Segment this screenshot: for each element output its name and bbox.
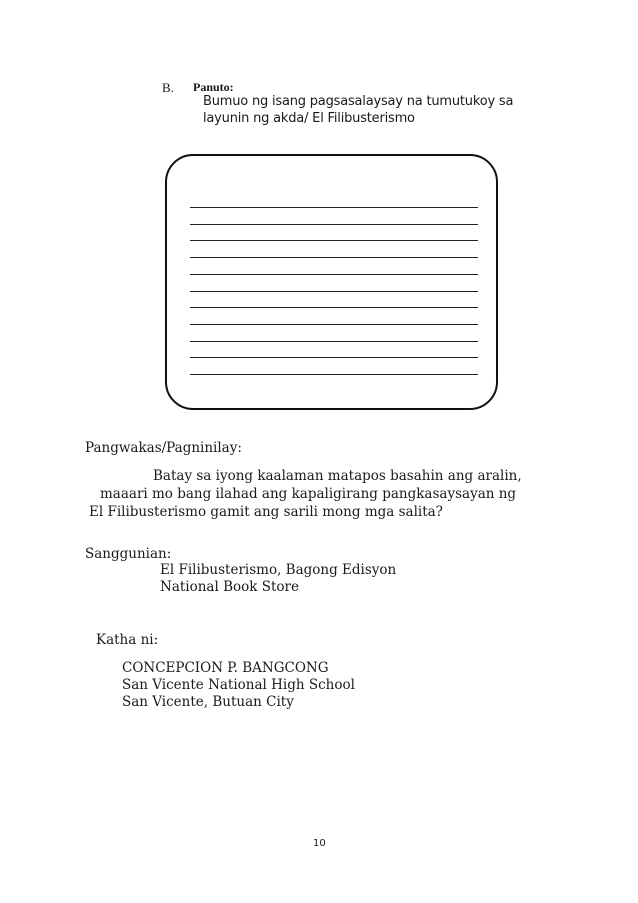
- writing-line: [190, 374, 478, 375]
- author-name: CONCEPCION P. BANGCONG: [122, 660, 329, 676]
- reflection-line-3: El Filibusterismo gamit ang sarili mong mga salita?: [89, 504, 443, 520]
- writing-line: [190, 240, 478, 241]
- reflection-line-2: maaari mo bang ilahad ang kapaligirang pangkasaysayan ng: [100, 486, 517, 502]
- writing-line: [190, 207, 478, 208]
- writing-line: [190, 324, 478, 325]
- reference-item-2: National Book Store: [160, 579, 299, 595]
- writing-line: [190, 357, 478, 358]
- reflection-title: Pangwakas/Pagninilay:: [85, 440, 242, 456]
- section-letter: B.: [162, 80, 174, 95]
- writing-line: [190, 274, 478, 275]
- author-school: San Vicente National High School: [122, 677, 355, 693]
- writing-line: [190, 341, 478, 342]
- section-label: Panuto:: [193, 80, 234, 94]
- reflection-line-1: Batay sa iyong kaalaman matapos basahin ang aralin,: [153, 468, 522, 484]
- writing-line: [190, 307, 478, 308]
- author-label: Katha ni:: [96, 632, 159, 648]
- instruction-line-2: layunin ng akda/ El Filibusterismo: [203, 111, 415, 126]
- writing-box: [165, 154, 498, 410]
- instruction-line-1: Bumuo ng isang pagsasalaysay na tumutukoy sa: [203, 94, 514, 109]
- writing-line: [190, 224, 478, 225]
- reference-item-1: El Filibusterismo, Bagong Edisyon: [160, 562, 397, 578]
- page-number: 10: [313, 838, 326, 849]
- author-address: San Vicente, Butuan City: [122, 694, 294, 710]
- writing-line: [190, 291, 478, 292]
- writing-line: [190, 257, 478, 258]
- references-title: Sanggunian:: [85, 546, 172, 562]
